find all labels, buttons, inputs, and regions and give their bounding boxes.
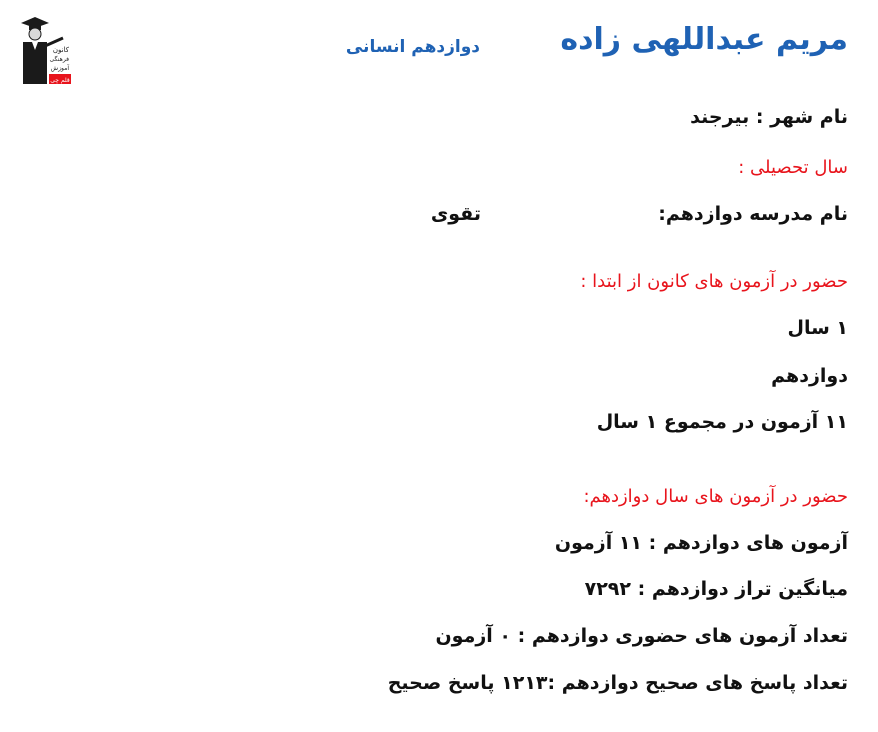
logo-text-3: آموزش [50,65,69,72]
logo-text-2: فرهنگی [49,56,69,63]
school-label: نام مدرسه دوازدهم: [658,203,848,225]
academic-year-line: سال تحصیلی : [738,157,848,178]
logo-text-1: کانون [52,46,69,54]
since-start-grade: دوازدهم [771,365,848,387]
logo-badge-text: قلم چی [50,77,70,84]
grade-field: دوازدهم انسانی [345,37,480,57]
school-value: تقوی [430,203,481,225]
this-year-in-person: تعداد آزمون های حضوری دوازدهم : ۰ آزمون [435,625,848,647]
this-year-correct-answers: تعداد پاسخ های صحیح دوازدهم :۱۲۱۳ پاسخ صحیح [387,672,848,694]
student-name: مریم عبداللهی زاده [560,22,848,57]
since-start-heading: حضور در آزمون های کانون از ابتدا : [580,271,848,292]
city-line: نام شهر : بیرجند [690,106,848,128]
this-year-exams: آزمون های دوازدهم : ۱۱ آزمون [554,532,848,554]
since-start-total: ۱۱ آزمون در مجموع ۱ سال [596,411,848,433]
this-year-heading: حضور در آزمون های سال دوازدهم: [583,486,848,507]
since-start-years: ۱ سال [787,317,848,339]
kanoon-logo [17,14,71,86]
this-year-avg-level: میانگین تراز دوازدهم : ۷۲۹۲ [584,578,848,600]
